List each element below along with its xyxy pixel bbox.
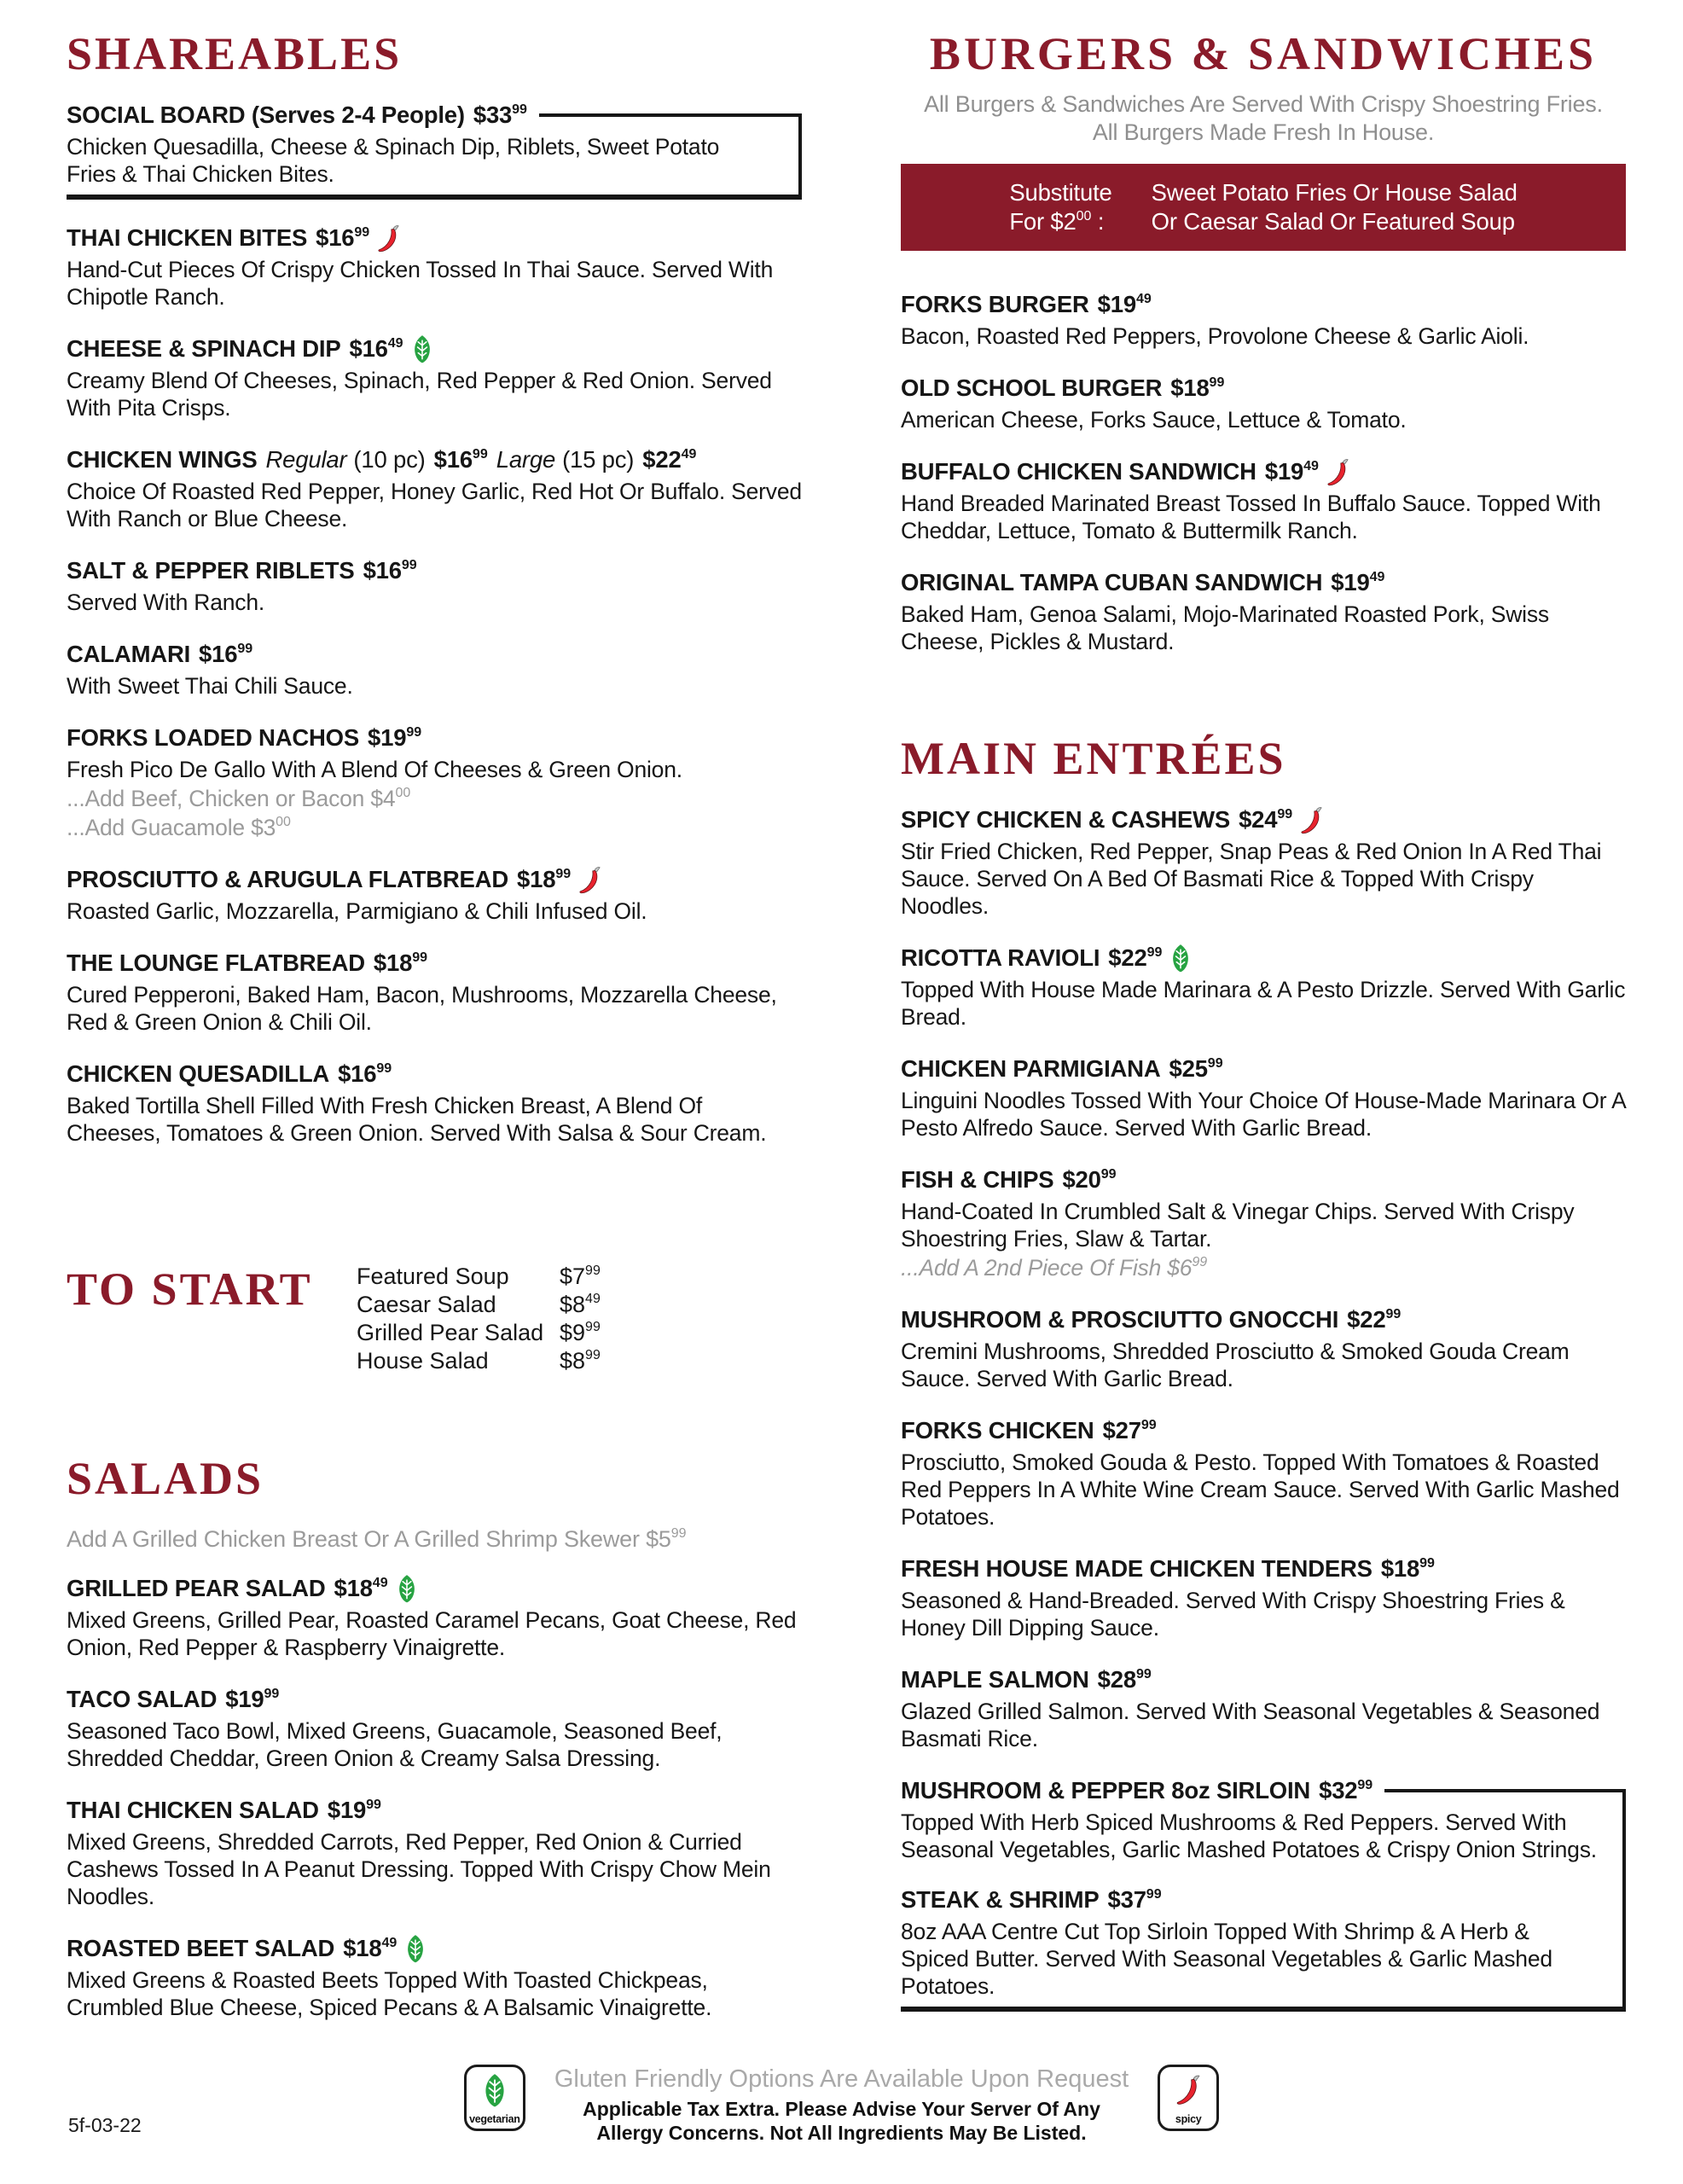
item-title-row: [901, 1665, 1626, 1694]
item-title-row: [901, 1885, 1626, 1914]
item-name: THAI CHICKEN BITES: [67, 224, 308, 251]
item-name: Grilled Pear Salad: [357, 1320, 544, 1345]
item-description: Hand-Cut Pieces Of Crispy Chicken Tossed In Thai Sauce. Served With Chipotle Ranch.: [67, 257, 774, 310]
price-cents: 99: [237, 641, 253, 656]
item-description: Fresh Pico De Gallo With A Blend Of Cheeses & Green Onion.: [67, 757, 682, 782]
price-dollars: $16: [349, 335, 388, 362]
price-cents: 99: [1209, 375, 1225, 390]
wings-large-label: Large: [496, 446, 556, 473]
price-dollars: $19: [1264, 458, 1304, 485]
menu-item-cheese-spinach-dip: [67, 334, 802, 421]
item-description: Mixed Greens & Roasted Beets Topped With Toasted Chickpeas, Crumbled Blue Cheese, Spiced Pecans & A Balsamic Vinaigrette.: [67, 1967, 712, 2020]
item-title-row: [901, 1776, 1626, 1805]
spicy-chili-icon: [1175, 2073, 1202, 2110]
section-burgers-sandwiches: [901, 28, 1626, 679]
item-title-row: [67, 1685, 802, 1714]
price-dollars: $8: [560, 1292, 586, 1317]
item-name: BUFFALO CHICKEN SANDWICH: [901, 458, 1256, 485]
item-price: [374, 949, 427, 978]
menu-item-boxed-steaks: [901, 1776, 1626, 2012]
item-title-row: [901, 1165, 1626, 1194]
price-dollars: $19: [368, 724, 407, 751]
price-cents: 49: [1135, 291, 1152, 306]
price-dollars: $19: [327, 1797, 367, 1823]
item-addon: [67, 814, 802, 841]
menu-item-lounge-flatbread: [67, 949, 802, 1036]
section-heading-to-start: TO START: [67, 1263, 313, 1315]
price-cents: 99: [412, 950, 428, 965]
item-description: Served With Ranch.: [67, 590, 265, 615]
item-name: CHICKEN WINGS: [67, 446, 258, 473]
item-description: Hand Breaded Marinated Breast Tossed In Buffalo Sauce. Topped With Cheddar, Lettuce, Tomato & Buttermilk Ranch.: [901, 491, 1601, 543]
item-name: OLD SCHOOL BURGER: [901, 375, 1163, 401]
list-item: [357, 1291, 601, 1319]
price-dollars: $16: [363, 557, 402, 584]
price-dollars: $37: [1107, 1886, 1146, 1913]
item-name: STEAK & SHRIMP: [901, 1886, 1100, 1913]
to-start-layout: [67, 1261, 802, 1375]
item-price: [560, 1263, 601, 1289]
price-dollars: $7: [560, 1263, 586, 1289]
item-title-row: [67, 1574, 802, 1603]
price-dollars: $9: [560, 1320, 586, 1345]
price-cents: 49: [387, 335, 403, 351]
price-dollars: $18: [343, 1935, 382, 1961]
item-price: [560, 1348, 601, 1374]
menu-item-forks-burger: [901, 290, 1626, 350]
substitution-banner-label: [1009, 178, 1111, 236]
vegetarian-badge: [464, 2065, 525, 2131]
price-dollars: $8: [560, 1348, 586, 1374]
item-name: SOCIAL BOARD (Serves 2-4 People): [67, 102, 465, 128]
price-cents: 99: [264, 1686, 280, 1701]
item-name: THAI CHICKEN SALAD: [67, 1797, 319, 1823]
price-cents: 49: [381, 1935, 398, 1950]
menu-item-maple-salmon: [901, 1665, 1626, 1752]
item-title-row: [67, 865, 802, 894]
item-price: [349, 334, 403, 363]
price-cents: 49: [1303, 458, 1319, 473]
price-cents: 99: [1146, 944, 1163, 960]
item-price: [1347, 1305, 1401, 1334]
banner-label-colon: :: [1091, 208, 1105, 235]
item-name: CHICKEN PARMIGIANA: [901, 1055, 1161, 1082]
menu-item-taco-salad: [67, 1685, 802, 1772]
vegetarian-leaf-icon: [395, 1574, 419, 1603]
item-price: [363, 556, 417, 585]
price-cents: 99: [512, 102, 527, 117]
item-description: Bacon, Roasted Red Peppers, Provolone Cheese & Garlic Aioli.: [901, 323, 1529, 349]
price-dollars: $16: [433, 446, 473, 473]
item-price-large: [642, 445, 696, 474]
price-dollars: $18: [1380, 1555, 1420, 1582]
gluten-friendly-note: Gluten Friendly Options Are Available Upon Request: [554, 2065, 1129, 2093]
footer: [0, 2065, 1683, 2145]
menu-item-roasted-beet-salad: [67, 1934, 802, 2021]
item-title-row: [901, 805, 1626, 834]
item-title-row: [67, 949, 802, 978]
item-price: [1265, 457, 1319, 486]
item-title-row: [67, 556, 802, 585]
item-description: Topped With House Made Marinara & A Pesto Drizzle. Served With Garlic Bread.: [901, 977, 1626, 1030]
price-dollars: $16: [199, 641, 238, 667]
price-dollars: $18: [517, 866, 556, 892]
item-price: [1319, 1776, 1373, 1805]
item-price: [1108, 944, 1162, 973]
wings-regular-label: Regular: [265, 446, 347, 473]
footer-notes: [554, 2065, 1129, 2145]
item-name: CALAMARI: [67, 641, 191, 667]
price-dollars: $22: [1347, 1306, 1386, 1333]
item-name: FRESH HOUSE MADE CHICKEN TENDERS: [901, 1555, 1373, 1582]
vegetarian-leaf-icon: [1169, 944, 1193, 973]
item-price: [473, 101, 527, 130]
price-dollars: $16: [316, 224, 355, 251]
menu-item-spicy-chicken-cashews: [901, 805, 1626, 920]
item-addon: [67, 785, 802, 812]
price-cents: 99: [366, 1797, 381, 1812]
menu-item-forks-loaded-nachos: [67, 723, 802, 841]
banner-option-line1: Sweet Potato Fries Or House Salad: [1151, 179, 1518, 206]
item-description: Glazed Grilled Salmon. Served With Seasonal Vegetables & Seasoned Basmati Rice.: [901, 1699, 1600, 1751]
price-dollars: $27: [1102, 1417, 1141, 1443]
item-title-row: [901, 1054, 1626, 1083]
price-cents: 99: [1146, 1886, 1162, 1902]
item-price: [343, 1934, 397, 1963]
item-description: Cremini Mushrooms, Shredded Prosciutto & Smoked Gouda Cream Sauce. Served With Garlic Bread.: [901, 1339, 1570, 1391]
price-cents: 49: [1369, 569, 1385, 584]
item-name: Caesar Salad: [357, 1292, 496, 1317]
price-cents: 99: [1135, 1666, 1152, 1682]
price-dollars: $24: [1239, 806, 1278, 833]
section-to-start: [67, 1261, 802, 1375]
price-dollars: $19: [1331, 569, 1370, 595]
item-price: [1098, 1665, 1152, 1694]
section-heading-main-entrees: MAIN ENTRÉES: [901, 733, 1286, 784]
item-title-row: [67, 723, 802, 752]
item-price: [338, 1060, 392, 1089]
addon-text: ...Add Guacamole $3: [67, 815, 276, 840]
item-title-row: [901, 374, 1626, 403]
addon-text: ...Add Beef, Chicken or Bacon $4: [67, 786, 396, 811]
addon-cents: 00: [276, 815, 291, 830]
section-subtitle: All Burgers & Sandwiches Are Served With Crispy Shoestring Fries.: [924, 91, 1603, 117]
item-price: [1169, 1054, 1223, 1083]
price-cents: 99: [401, 557, 417, 572]
price-dollars: $19: [225, 1686, 264, 1712]
item-addon: [901, 1254, 1626, 1281]
item-description: Cured Pepperoni, Baked Ham, Bacon, Mushrooms, Mozzarella Cheese, Red & Green Onion & Chili Oil.: [67, 982, 777, 1035]
price-dollars: $19: [1097, 291, 1136, 317]
price-connector-line: [539, 113, 802, 117]
item-price: [517, 865, 571, 894]
price-dollars: $33: [473, 102, 513, 128]
menu-item-old-school-burger: [901, 374, 1626, 433]
price-cents: 99: [585, 1263, 601, 1278]
section-shareables: [67, 28, 802, 1170]
item-description: Linguini Noodles Tossed With Your Choice Of House-Made Marinara Or A Pesto Alfredo Sauce. Served With Garlic Bread.: [901, 1088, 1626, 1141]
item-price: [1381, 1554, 1435, 1583]
menu-item-chicken-tenders: [901, 1554, 1626, 1641]
salads-intro-text: Add A Grilled Chicken Breast Or A Grilled Shrimp Skewer $5: [67, 1526, 671, 1552]
item-name: CHICKEN QUESADILLA: [67, 1060, 330, 1087]
banner-option-line2: Or Caesar Salad Or Featured Soup: [1151, 208, 1515, 235]
spicy-chili-icon: [376, 224, 401, 253]
price-cents: 99: [585, 1320, 601, 1334]
addon-text: ...Add A 2nd Piece Of Fish $6: [901, 1255, 1193, 1281]
menu-item-fish-and-chips: [901, 1165, 1626, 1281]
price-cents: 99: [1385, 1306, 1402, 1321]
item-price: [1170, 374, 1224, 403]
item-description: Seasoned & Hand-Breaded. Served With Crispy Shoestring Fries & Honey Dill Dipping Sauce.: [901, 1588, 1565, 1641]
wings-large-qty: (15 pc): [562, 446, 635, 473]
item-description: Creamy Blend Of Cheeses, Spinach, Red Pepper & Red Onion. Served With Pita Crisps.: [67, 368, 772, 421]
tax-note-line1: Applicable Tax Extra. Please Advise Your Server Of Any: [583, 2098, 1100, 2120]
item-description: Prosciutto, Smoked Gouda & Pesto. Topped With Tomatoes & Roasted Red Peppers In A White Wine Cream Sauce. Served With Garlic Mashed Potatoes.: [901, 1449, 1620, 1530]
item-description: Seasoned Taco Bowl, Mixed Greens, Guacamole, Seasoned Beef, Shredded Cheddar, Green Onion & Creamy Salsa Dressing.: [67, 1718, 723, 1771]
price-cents: 99: [555, 866, 572, 881]
menu-item-chicken-wings: [67, 445, 802, 532]
item-description: Topped With Herb Spiced Mushrooms & Red Peppers. Served With Seasonal Vegetables, Garlic Mashed Potatoes & Crispy Onion Strings.: [901, 1809, 1597, 1862]
price-cents: 99: [1100, 1166, 1117, 1182]
substitution-banner-options: [1152, 178, 1518, 236]
item-price: [1108, 1885, 1162, 1914]
item-title-row: [67, 1796, 802, 1825]
item-title-row: [901, 1554, 1626, 1583]
vegetarian-leaf-icon: [480, 2073, 509, 2111]
item-description: Hand-Coated In Crumbled Salt & Vinegar Chips. Served With Crispy Shoestring Fries, Slaw & Tartar.: [901, 1199, 1575, 1252]
section-salads: [67, 1455, 802, 2045]
item-price: [225, 1685, 279, 1714]
section-subtitle: All Burgers Made Fresh In House.: [1092, 119, 1435, 145]
item-title-row: [67, 224, 802, 253]
menu-item-thai-chicken-salad: [67, 1796, 802, 1910]
item-description: With Sweet Thai Chili Sauce.: [67, 673, 353, 699]
list-item: [357, 1263, 601, 1291]
item-price: [1331, 568, 1384, 597]
menu-item-tampa-cuban-sandwich: [901, 568, 1626, 655]
item-name: FORKS BURGER: [901, 291, 1089, 317]
price-cents: 99: [1140, 1417, 1157, 1432]
menu-item-chicken-parmigiana: [901, 1054, 1626, 1141]
price-cents: 99: [670, 1526, 687, 1541]
item-price: [1062, 1165, 1116, 1194]
spicy-badge: [1158, 2065, 1219, 2131]
item-name: FISH & CHIPS: [901, 1166, 1054, 1193]
vegetarian-leaf-icon: [403, 1934, 427, 1963]
menu-item-grilled-pear-salad: [67, 1574, 802, 1661]
item-name: SALT & PEPPER RIBLETS: [67, 557, 355, 584]
item-name: PROSCIUTTO & ARUGULA FLATBREAD: [67, 866, 509, 892]
substitution-banner: [901, 164, 1626, 251]
menu-item-forks-chicken: [901, 1416, 1626, 1531]
price-cents: 00: [1076, 208, 1092, 224]
price-cents: 99: [1357, 1777, 1373, 1792]
item-name: GRILLED PEAR SALAD: [67, 1575, 326, 1601]
price-cents: 99: [1419, 1555, 1435, 1571]
vegetarian-badge-label: vegetarian: [469, 2113, 520, 2125]
spicy-chili-icon: [577, 865, 602, 894]
section-heading-salads: SALADS: [67, 1453, 264, 1504]
item-title-row: [901, 457, 1626, 486]
price-dollars: $25: [1169, 1055, 1208, 1082]
item-price: [1239, 805, 1292, 834]
price-dollars: $20: [1062, 1166, 1101, 1193]
banner-label-line1: Substitute: [1009, 179, 1112, 206]
vegetarian-leaf-icon: [410, 334, 434, 363]
price-dollars: $22: [642, 446, 682, 473]
menu-item-social-board: [67, 101, 802, 200]
menu-item-ricotta-ravioli: [901, 944, 1626, 1031]
item-title-row: [901, 1416, 1626, 1445]
menu-item-mushroom-pepper-sirloin: [901, 1776, 1626, 1863]
item-title-row: [67, 445, 802, 474]
item-name: MUSHROOM & PROSCIUTTO GNOCCHI: [901, 1306, 1339, 1333]
spicy-badge-label: spicy: [1175, 2113, 1202, 2125]
price-cents: 99: [376, 1060, 392, 1076]
price-cents: 49: [681, 446, 697, 462]
menu-item-chicken-quesadilla: [67, 1060, 802, 1147]
item-price: [334, 1574, 388, 1603]
item-title-row: [67, 101, 802, 130]
item-description: Stir Fried Chicken, Red Pepper, Snap Peas & Red Onion In A Red Thai Sauce. Served On A Bed Of Basmati Rice & Topped With Crispy Noodles.: [901, 839, 1602, 919]
item-price: [368, 723, 421, 752]
list-item: [357, 1347, 601, 1375]
item-price: [1098, 290, 1152, 319]
price-dollars: $28: [1097, 1666, 1136, 1693]
item-name: ORIGINAL TAMPA CUBAN SANDWICH: [901, 569, 1323, 595]
price-cents: 49: [372, 1575, 388, 1590]
to-start-price-list: [357, 1261, 601, 1375]
item-description: American Cheese, Forks Sauce, Lettuce & Tomato.: [901, 407, 1407, 433]
menu-version-code: 5f-03-22: [68, 2114, 142, 2136]
item-title-row: [67, 1934, 802, 1963]
item-description: Baked Ham, Genoa Salami, Mojo-Marinated Roasted Pork, Swiss Cheese, Pickles & Mustard.: [901, 601, 1549, 654]
item-title-row: [67, 1060, 802, 1089]
section-heading-burgers: BURGERS & SANDWICHES: [929, 28, 1598, 79]
addon-cents: 00: [395, 786, 411, 801]
menu-item-calamari: [67, 640, 802, 700]
item-description: Baked Tortilla Shell Filled With Fresh Chicken Breast, A Blend Of Cheeses, Tomatoes & Green Onion. Served With Salsa & Sour Cream.: [67, 1093, 767, 1146]
salads-intro: [67, 1525, 802, 1554]
item-title-row: [901, 568, 1626, 597]
item-price: [199, 640, 252, 669]
item-description: Mixed Greens, Grilled Pear, Roasted Caramel Pecans, Goat Cheese, Red Onion, Red Pepper & Raspberry Vinaigrette.: [67, 1607, 797, 1660]
price-dollars: $16: [338, 1060, 377, 1087]
item-description: Roasted Garlic, Mozzarella, Parmigiano & Chili Infused Oil.: [67, 898, 647, 924]
section-main-entrees: [901, 735, 1626, 2012]
price-dollars: $22: [1108, 944, 1147, 971]
item-name: MUSHROOM & PEPPER 8oz SIRLOIN: [901, 1777, 1311, 1804]
item-description: Chicken Quesadilla, Cheese & Spinach Dip, Riblets, Sweet Potato Fries & Thai Chicken Bites.: [67, 134, 720, 187]
item-price: [560, 1292, 601, 1317]
item-description: Choice Of Roasted Red Pepper, Honey Garlic, Red Hot Or Buffalo. Served With Ranch or Blue Cheese.: [67, 479, 802, 531]
price-cents: 99: [354, 224, 370, 240]
price-dollars: $18: [373, 950, 413, 976]
list-item: [357, 1319, 601, 1347]
item-title-row: [901, 944, 1626, 973]
menu-item-thai-chicken-bites: [67, 224, 802, 311]
item-name: FORKS CHICKEN: [901, 1417, 1094, 1443]
item-name: MAPLE SALMON: [901, 1666, 1089, 1693]
item-title-row: [901, 290, 1626, 319]
banner-label-line2: [1009, 207, 1111, 236]
item-title-row: [67, 334, 802, 363]
item-name: RICOTTA RAVIOLI: [901, 944, 1100, 971]
item-name: SPICY CHICKEN & CASHEWS: [901, 806, 1231, 833]
menu-item-prosciutto-arugula-flatbread: [67, 865, 802, 925]
price-dollars: $18: [1170, 375, 1210, 401]
item-price-regular: [434, 445, 488, 474]
section-heading-shareables: SHAREABLES: [67, 28, 403, 79]
item-price: [328, 1796, 381, 1825]
price-dollars: $32: [1319, 1777, 1358, 1804]
footer-legend: [0, 2065, 1683, 2145]
price-cents: 99: [585, 1348, 601, 1362]
addon-cents: 99: [1192, 1255, 1208, 1270]
price-dollars: $18: [334, 1575, 373, 1601]
item-name: CHEESE & SPINACH DIP: [67, 335, 341, 362]
menu-item-mushroom-prosciutto-gnocchi: [901, 1305, 1626, 1392]
item-name: TACO SALAD: [67, 1686, 218, 1712]
item-name: FORKS LOADED NACHOS: [67, 724, 360, 751]
price-cents: 99: [406, 724, 422, 740]
item-price: [316, 224, 369, 253]
spicy-chili-icon: [1326, 457, 1350, 486]
menu-item-buffalo-chicken-sandwich: [901, 457, 1626, 544]
item-name: House Salad: [357, 1348, 489, 1374]
item-description: 8oz AAA Centre Cut Top Sirloin Topped With Shrimp & A Herb & Spiced Butter. Served With Seasonal Vegetables & Garlic Mashed Potatoes.: [901, 1919, 1552, 1999]
price-cents: 99: [1207, 1055, 1223, 1071]
menu-item-salt-pepper-riblets: [67, 556, 802, 616]
wings-regular-qty: (10 pc): [353, 446, 426, 473]
tax-note-line2: Allergy Concerns. Not All Ingredients May Be Listed.: [596, 2122, 1087, 2144]
item-description: Mixed Greens, Shredded Carrots, Red Pepper, Red Onion & Curried Cashews Tossed In A Peanut Dressing. Topped With Crispy Chow Mein Noodles.: [67, 1829, 771, 1909]
item-title-row: [901, 1305, 1626, 1334]
spicy-chili-icon: [1299, 805, 1324, 834]
menu-item-steak-and-shrimp: [901, 1885, 1626, 2000]
price-connector-line: [1384, 1789, 1626, 1792]
banner-label-price: For $2: [1009, 208, 1077, 235]
item-name: THE LOUNGE FLATBREAD: [67, 950, 365, 976]
item-price: [560, 1320, 601, 1345]
item-name: Featured Soup: [357, 1263, 509, 1289]
price-cents: 49: [585, 1292, 601, 1306]
item-name: ROASTED BEET SALAD: [67, 1935, 335, 1961]
item-title-row: [67, 640, 802, 669]
price-cents: 99: [1277, 806, 1293, 822]
item-price: [1103, 1416, 1157, 1445]
price-cents: 99: [472, 446, 488, 462]
